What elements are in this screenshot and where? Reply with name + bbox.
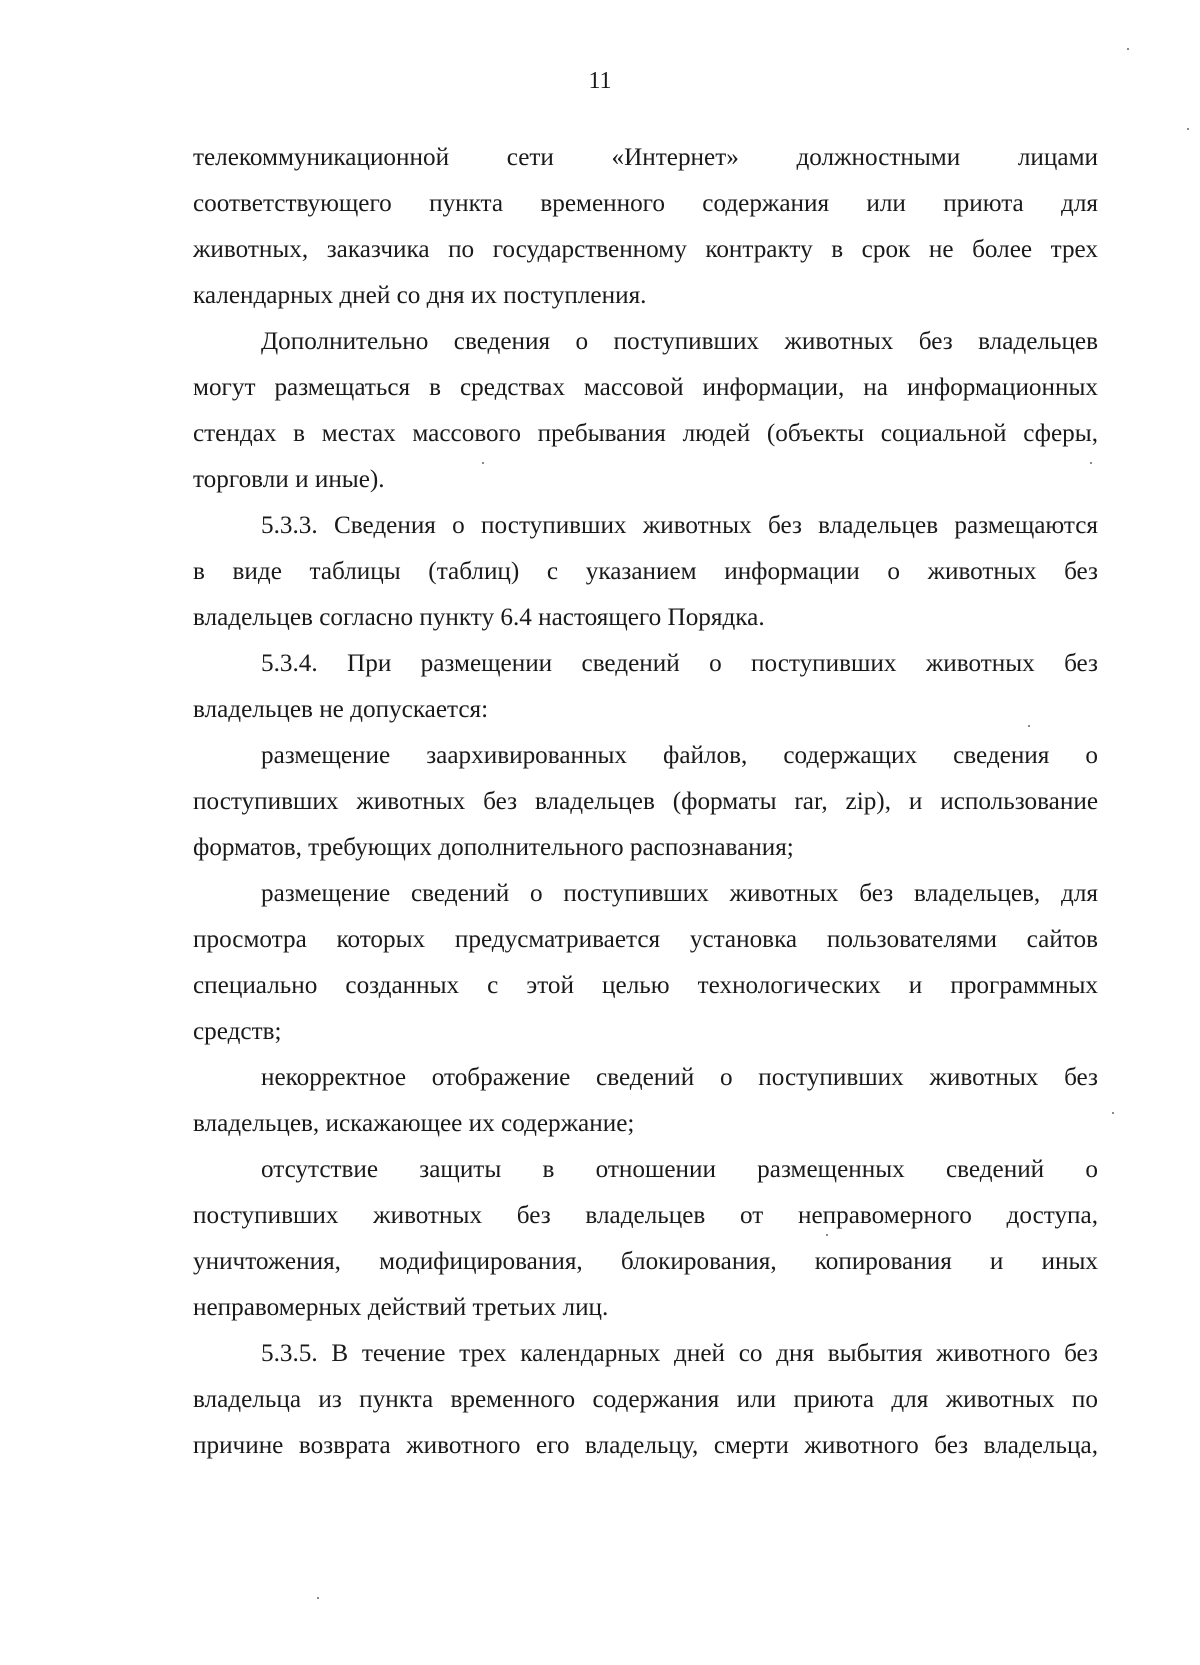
text-line: поступивших животных без владельцев (форматы rar, zip), и использование xyxy=(193,788,1098,815)
text-line: 5.3.4. При размещении сведений о поступивших животных без xyxy=(261,650,1098,677)
text-line: форматов, требующих дополнительного распознавания; xyxy=(193,834,794,861)
text-line: размещение заархивированных файлов, содержащих сведения о xyxy=(261,742,1098,769)
text-line: средств; xyxy=(193,1018,282,1045)
text-line: 5.3.5. В течение трех календарных дней со дня выбытия животного без xyxy=(261,1340,1098,1367)
text-line: просмотра которых предусматривается установка пользователями сайтов xyxy=(193,926,1098,953)
scan-speck xyxy=(482,462,484,464)
text-line: календарных дней со дня их поступления. xyxy=(193,282,647,309)
scan-speck xyxy=(1090,462,1092,464)
text-line: телекоммуникационной сети «Интернет» должностными лицами xyxy=(193,144,1098,171)
page-number: 11 xyxy=(588,68,612,94)
text-line: владельца из пункта временного содержания или приюта для животных по xyxy=(193,1386,1098,1413)
text-line: животных, заказчика по государственному контракту в срок не более трех xyxy=(193,236,1098,263)
text-line: 5.3.3. Сведения о поступивших животных без владельцев размещаются xyxy=(261,512,1098,539)
text-line: в виде таблицы (таблиц) с указанием информации о животных без xyxy=(193,558,1098,585)
scan-speck xyxy=(1028,725,1030,727)
text-line: отсутствие защиты в отношении размещенных сведений о xyxy=(261,1156,1098,1183)
text-line: некорректное отображение сведений о поступивших животных без xyxy=(261,1064,1098,1091)
text-line: причине возврата животного его владельцу, смерти животного без владельца, xyxy=(193,1432,1098,1459)
body-text xyxy=(193,135,1098,1469)
text-line: размещение сведений о поступивших животных без владельцев, для xyxy=(261,880,1098,907)
text-line: торговли и иные). xyxy=(193,466,385,493)
text-line: специально созданных с этой целью технологических и программных xyxy=(193,972,1098,999)
scan-speck xyxy=(1127,48,1129,50)
text-line: владельцев, искажающее их содержание; xyxy=(193,1110,635,1137)
scan-speck xyxy=(1112,1112,1114,1114)
text-line: неправомерных действий третьих лиц. xyxy=(193,1294,609,1321)
text-line: Дополнительно сведения о поступивших животных без владельцев xyxy=(261,328,1098,355)
text-line: соответствующего пункта временного содержания или приюта для xyxy=(193,190,1098,217)
text-line: уничтожения, модифицирования, блокирования, копирования и иных xyxy=(193,1248,1098,1275)
text-line: владельцев не допускается: xyxy=(193,696,489,723)
scan-speck xyxy=(1187,128,1189,130)
text-line: могут размещаться в средствах массовой информации, на информационных xyxy=(193,374,1098,401)
text-line: владельцев согласно пункту 6.4 настоящего Порядка. xyxy=(193,604,765,631)
text-line: поступивших животных без владельцев от неправомерного доступа, xyxy=(193,1202,1098,1229)
scan-speck xyxy=(317,1597,319,1599)
text-line: стендах в местах массового пребывания людей (объекты социальной сферы, xyxy=(193,420,1098,447)
scan-speck xyxy=(826,1234,828,1236)
